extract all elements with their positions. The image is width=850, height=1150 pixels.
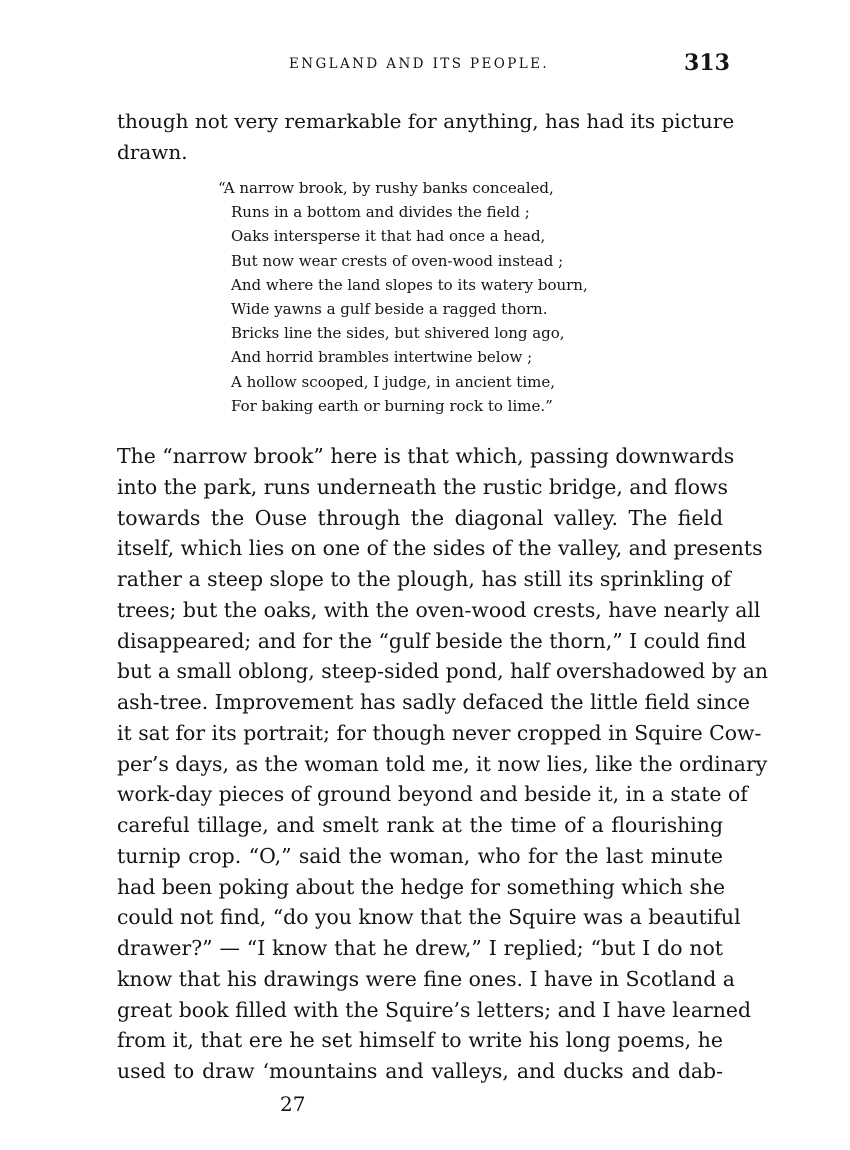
page-number: 313	[684, 50, 730, 76]
text-line: rather a steep slope to the plough, has still its sprinkling of	[117, 567, 731, 591]
text-line: disappeared; and for the “gulf beside the thorn,” I could find	[117, 628, 747, 653]
poem-quotation	[218, 176, 588, 418]
text-line: drawn.	[117, 140, 188, 164]
poem-line: Runs in a bottom and divides the field ;	[231, 203, 530, 222]
text-line: into the park, runs underneath the rustic bridge, and flows	[117, 474, 728, 499]
text-line: turnip crop. “O,” said the woman, who for the last minute	[117, 843, 723, 868]
poem-line: A hollow scooped, I judge, in ancient time,	[231, 372, 555, 391]
poem-line: And horrid brambles intertwine below ;	[231, 348, 533, 367]
text-line: ash-tree. Improvement has sadly defaced the little field since	[117, 690, 750, 714]
text-line: but a small oblong, steep-sided pond, half overshadowed by an	[117, 659, 769, 684]
text-line: per’s days, as the woman told me, it now lies, like the ordinary	[117, 751, 768, 776]
text-line: great book filled with the Squire’s letters; and I have learned	[117, 997, 752, 1022]
text-line: itself, which lies on one of the sides of the valley, and presents	[117, 536, 763, 561]
text-line: from it, that ere he set himself to write his long poems, he	[117, 1028, 723, 1053]
signature-mark: 27	[280, 1092, 306, 1116]
poem-line: “A narrow brook, by rushy banks concealed,	[218, 179, 554, 197]
text-line: careful tillage, and smelt rank at the time of a flourishing	[117, 813, 723, 837]
opening-paragraph	[117, 106, 735, 168]
text-line: The “narrow brook” here is that which, passing downwards	[117, 444, 735, 468]
text-line: though not very remarkable for anything, has had its picture	[117, 109, 735, 133]
poem-line: Oaks intersperse it that had once a head,	[231, 227, 546, 246]
poem-line: And where the land slopes to its watery bourn,	[231, 275, 588, 294]
text-line: it sat for its portrait; for though never cropped in Squire Cow-	[117, 720, 762, 745]
text-line: work-day pieces of ground beyond and beside it, in a state of	[117, 782, 748, 807]
main-paragraph	[117, 441, 769, 1087]
header-title: ENGLAND AND ITS PEOPLE.	[289, 56, 550, 72]
text-line: had been poking about the hedge for something which she	[117, 874, 726, 899]
poem-line: Wide yawns a gulf beside a ragged thorn.	[231, 300, 548, 319]
text-line: know that his drawings were fine ones. I have in Scotland a	[117, 966, 735, 991]
text-line: towards the Ouse through the diagonal valley. The field	[117, 505, 723, 530]
text-line: could not find, “do you know that the Squire was a beautiful	[117, 905, 741, 930]
text-line: used to draw ‘mountains and valleys, and ducks and dab-	[117, 1059, 723, 1083]
poem-line: Bricks line the sides, but shivered long ago,	[231, 324, 565, 343]
text-line: drawer?” — “I know that he drew,” I replied; “but I do not	[117, 936, 723, 960]
text-line: trees; but the oaks, with the oven-wood crests, have nearly all	[117, 597, 761, 622]
poem-line: But now wear crests of oven-wood instead ;	[231, 251, 564, 270]
poem-line: For baking earth or burning rock to lime.”	[231, 396, 553, 415]
running-head	[0, 50, 850, 80]
